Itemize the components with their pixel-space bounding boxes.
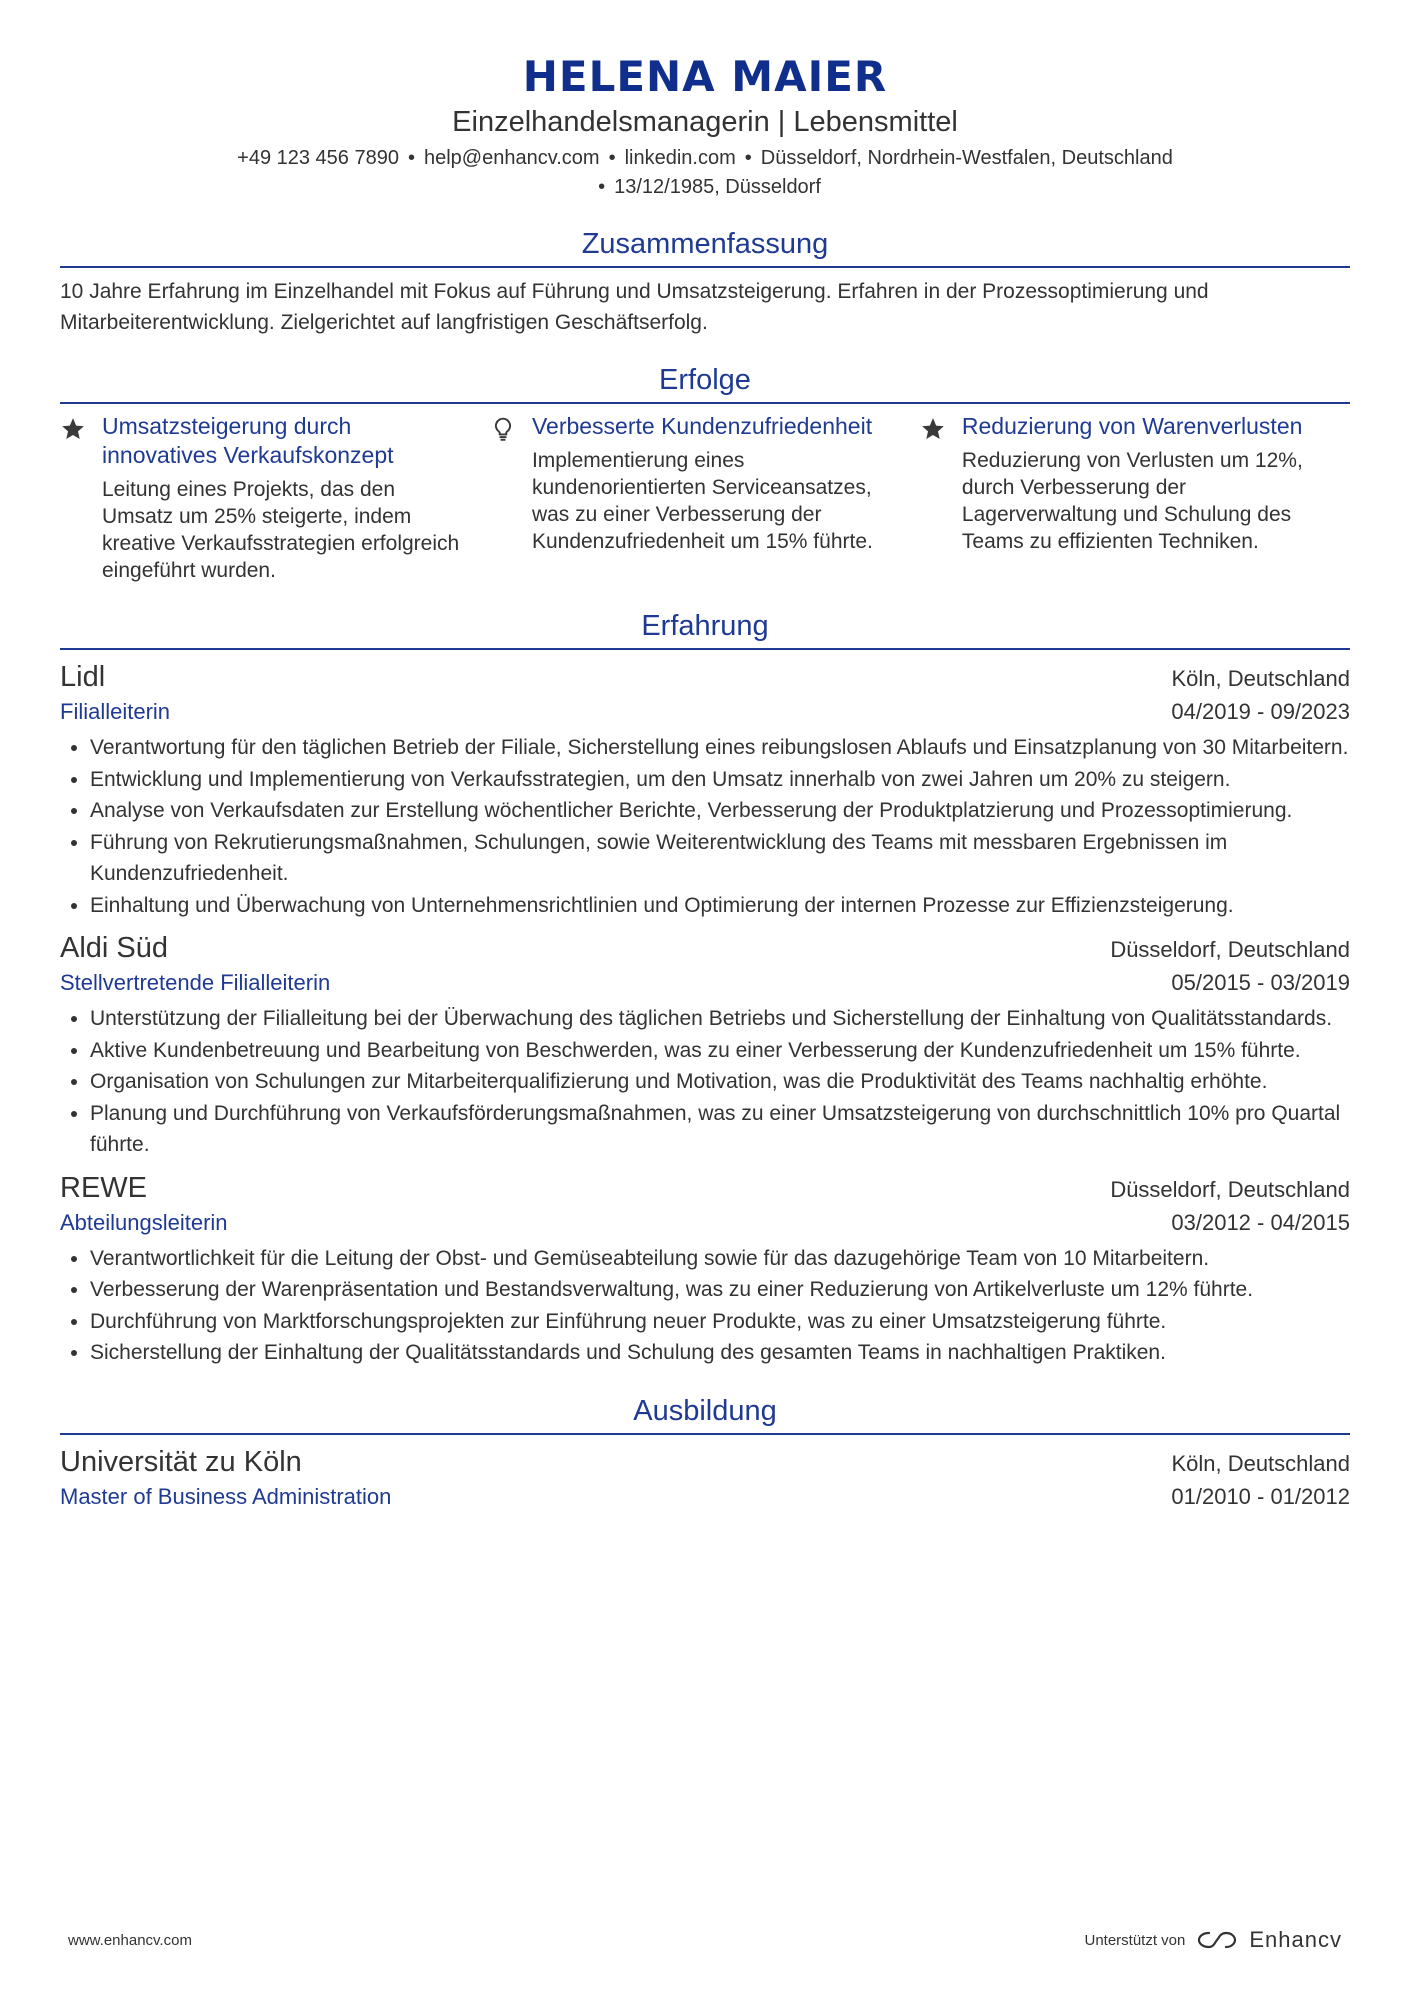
list-item: • Aktive Kundenbetreuung und Bearbeitung von Beschwerden, was zu einer Verbesserung der Kundenzufriedenheit um 15% führte. (90, 1035, 1350, 1067)
job-entry-rewe (60, 1169, 1350, 1369)
list-item: • Organisation von Schulungen zur Mitarbeiterqualifizierung und Motivation, was die Produktivität des Teams nachhaltig erhöhte. (90, 1066, 1350, 1098)
brand-name: Enhancv (1249, 1927, 1342, 1952)
job-entry-aldi (60, 929, 1350, 1161)
phone: +49 123 456 7890 (237, 147, 399, 169)
job-bullets (60, 732, 1350, 921)
star-icon (60, 412, 102, 584)
list-item: • Sicherstellung der Einhaltung der Qualitätsstandards und Schulung des gesamten Teams in nachhaltigen Praktiken. (90, 1337, 1350, 1369)
birth-info: 13/12/1985, Düsseldorf (614, 176, 821, 198)
candidate-title: Einzelhandelsmanagerin | Lebensmittel (452, 106, 958, 138)
job-dates: 03/2012 - 04/2015 (1171, 1209, 1350, 1235)
enhancv-logo-icon (1195, 1929, 1239, 1951)
powered-by (1084, 1927, 1342, 1953)
achievement-desc: Reduzierung von Verlusten um 12%, durch Verbesserung der Lagerverwaltung und Schulung des Teams zu effizienten Techniken. (961, 449, 1303, 553)
footer (68, 1927, 1342, 1953)
achievement-title: Verbesserte Kundenzufriedenheit (531, 413, 873, 439)
job-role: Stellvertretende Filialleiterin (60, 970, 331, 995)
list-item: • Verantwortlichkeit für die Leitung der Obst- und Gemüseabteilung sowie für das dazugehörige Team von 10 Mitarbeitern. (90, 1243, 1350, 1275)
degree: Master of Business Administration (60, 1483, 392, 1509)
education-entry (60, 1443, 1350, 1513)
job-location: Köln, Deutschland (1171, 666, 1350, 691)
achievement-desc: Implementierung eines kundenorientierten Serviceansatzes, was zu einer Verbesserung der Kundenzufriedenheit um 15% führte. (531, 449, 873, 553)
list-item: • Verbesserung der Warenpräsentation und Bestandsverwaltung, was zu einer Reduzierung von Artikelverluste um 12% führte. (90, 1274, 1350, 1306)
achievements-list (60, 412, 1350, 584)
section-title-achievements: Erfolge (60, 362, 1350, 404)
contact-info (60, 144, 1350, 202)
job-role: Abteilungsleiterin (60, 1209, 228, 1235)
linkedin-link[interactable]: linkedin.com (624, 147, 736, 169)
list-item: • Verantwortung für den täglichen Betrieb der Filiale, Sicherstellung eines reibungslosen Ablaufs und Einsatzplanung von 30 Mitarbeitern. (90, 732, 1350, 764)
school-name: Universität zu Köln (60, 1445, 302, 1478)
school-location: Köln, Deutschland (1171, 1450, 1350, 1476)
job-bullets (60, 1243, 1350, 1369)
company-name: Lidl (60, 661, 106, 693)
achievement-desc: Leitung eines Projekts, das den Umsatz um 25% steigerte, indem kreative Verkaufsstrategien erfolgreich eingeführt wurden. (102, 478, 460, 582)
list-item: • Entwicklung und Implementierung von Verkaufsstrategien, um den Umsatz innerhalb von zwei Jahren um 20% zu steigern. (90, 764, 1350, 796)
achievement-item (920, 412, 1350, 584)
resume-header (60, 0, 1350, 202)
list-item: • Unterstützung der Filialleitung bei der Überwachung des täglichen Betriebs und Sicherstellung der Einhaltung von Qualitätsstandards. (90, 1003, 1350, 1035)
list-item: • Führung von Rekrutierungsmaßnahmen, Schulungen, sowie Weiterentwicklung des Teams mit messbaren Ergebnissen im Kundenzufriedenheit. (90, 827, 1350, 890)
job-bullets (60, 1003, 1350, 1161)
education-dates: 01/2010 - 01/2012 (1171, 1483, 1350, 1509)
bullet-separator: • (598, 176, 606, 198)
section-title-education: Ausbildung (60, 1393, 1350, 1435)
section-title-experience: Erfahrung (60, 608, 1350, 650)
bullet-separator: • (608, 147, 616, 169)
company-name: Aldi Süd (60, 932, 169, 964)
summary-text: 10 Jahre Erfahrung im Einzelhandel mit Fokus auf Führung und Umsatzsteigerung. Erfahren in der Prozessoptimierung und Mitarbeiterentwicklung. Zielgerichtet auf langfristigen Geschäftserfolg. (60, 280, 1209, 334)
list-item: • Durchführung von Marktforschungsprojekten zur Einführung neuer Produkte, was zu einer Umsatzsteigerung führte. (90, 1306, 1350, 1338)
job-location: Düsseldorf, Deutschland (1110, 1176, 1350, 1202)
website-link[interactable]: www.enhancv.com (68, 1931, 192, 1949)
address: Düsseldorf, Nordrhein-Westfalen, Deutschland (760, 147, 1173, 169)
achievement-item (490, 412, 920, 584)
bullet-separator: • (744, 147, 752, 169)
company-name: REWE (60, 1171, 147, 1204)
powered-by-label: Unterstützt von (1084, 1931, 1186, 1949)
bullet-separator: • (407, 147, 415, 169)
job-dates: 04/2019 - 09/2023 (1171, 699, 1350, 724)
list-item: • Analyse von Verkaufsdaten zur Erstellung wöchentlicher Berichte, Verbesserung der Produktplatzierung und Prozessoptimierung. (90, 795, 1350, 827)
lightbulb-icon (490, 412, 532, 584)
achievement-title: Reduzierung von Warenverlusten (961, 413, 1303, 439)
list-item: • Planung und Durchführung von Verkaufsförderungsmaßnahmen, was zu einer Umsatzsteigerung von durchschnittlich 10% pro Quartal führte. (90, 1098, 1350, 1161)
candidate-name: HELENA MAIER (522, 52, 888, 101)
email-link[interactable]: help@enhancv.com (423, 147, 600, 169)
achievement-title: Umsatzsteigerung durch innovatives Verkaufskonzept (102, 413, 394, 468)
list-item: • Einhaltung und Überwachung von Unternehmensrichtlinien und Optimierung der internen Prozesse zur Effizienzsteigerung. (90, 890, 1350, 922)
job-location: Düsseldorf, Deutschland (1110, 937, 1350, 962)
star-icon (920, 412, 962, 584)
job-entry-lidl (60, 658, 1350, 921)
section-title-summary: Zusammenfassung (60, 226, 1350, 268)
achievement-item (60, 412, 490, 584)
job-dates: 05/2015 - 03/2019 (1171, 970, 1350, 995)
job-role: Filialleiterin (60, 699, 171, 724)
